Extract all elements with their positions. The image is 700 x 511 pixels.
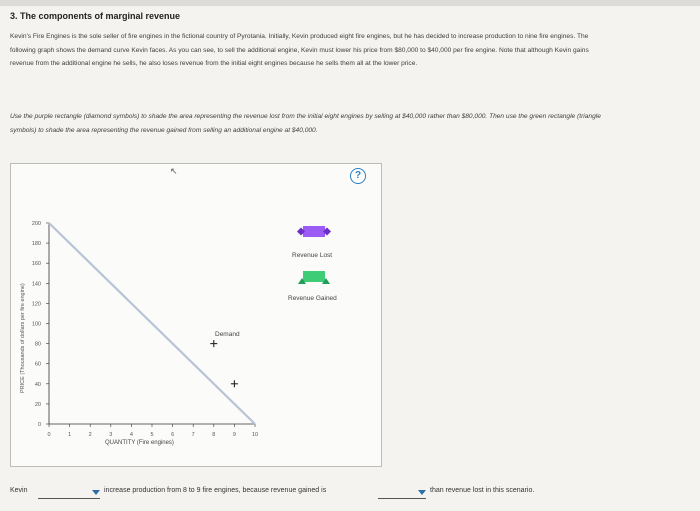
legend-revenue-gained-label: Revenue Gained — [288, 295, 337, 302]
demand-curve-label: Demand — [215, 331, 240, 338]
x-tick-label: 8 — [212, 432, 216, 438]
y-tick-label: 120 — [31, 301, 41, 308]
chevron-down-icon — [418, 490, 426, 495]
answer-end-text: than revenue lost in this scenario. — [430, 487, 535, 494]
x-tick-label: 5 — [150, 432, 154, 438]
legend-revenue-gained-tool[interactable] — [298, 271, 330, 284]
intro-paragraph: Kevin's Fire Engines is the sole seller of fire engines in the fictional country of Pyrotania. Initially, Kevin produced eight fire engines, but he has decided to increase production to nine fire engines. The following graph shows the demand curve Kevin faces. As you can see, to sell the additional engine, Kevin must lower his price from $80,000 to $40,000 per fire engine. Note that although Kevin gains revenue from the additional engine he sells, he also loses revenue from the initial eight engines because he sells them all at the lower price. — [10, 33, 589, 67]
x-tick-label: 9 — [232, 432, 236, 438]
question-title: 3. The components of marginal revenue — [10, 11, 181, 21]
cursor-icon: ↖ — [170, 166, 178, 176]
x-tick-label: 10 — [251, 432, 259, 438]
legend-revenue-lost-label: Revenue Lost — [292, 252, 333, 259]
demand-chart[interactable] — [10, 163, 380, 465]
answer-dropdown-1[interactable] — [38, 489, 100, 499]
legend-revenue-gained-swatch[interactable] — [303, 271, 325, 282]
y-tick-label: 160 — [31, 261, 41, 268]
x-tick-label: 4 — [129, 432, 133, 438]
y-axis-label: PRICE (Thousands of dollars per fire engine) — [20, 283, 26, 393]
instructions-paragraph: Use the purple rectangle (diamond symbols) to shade the area representing the revenue lost from the initial eight engines by selling at $40,000 rather than $80,000. Then use the green rectangle (triangle symbols) to shade the area representing the revenue gained from selling an additional engine at $40,000. — [10, 113, 601, 134]
y-tick-label: 200 — [31, 221, 41, 227]
y-tick-label: 180 — [31, 241, 41, 248]
help-icon[interactable]: ? — [350, 168, 366, 184]
legend-revenue-lost-swatch[interactable] — [303, 226, 325, 237]
y-tick-label: 80 — [34, 341, 41, 348]
x-tick-label: 3 — [109, 432, 113, 438]
x-tick-label: 0 — [47, 432, 51, 438]
answer-dropdown-2[interactable] — [378, 489, 426, 499]
demand-curve-line — [49, 223, 255, 424]
x-tick-label: 6 — [171, 432, 175, 438]
x-tick-label: 7 — [191, 432, 195, 438]
y-tick-label: 20 — [34, 401, 41, 408]
x-tick-label: 2 — [88, 432, 92, 438]
answer-middle-text: increase production from 8 to 9 fire engines, because revenue gained is — [104, 487, 327, 494]
y-tick-label: 0 — [37, 422, 41, 428]
y-tick-label: 100 — [31, 321, 41, 328]
top-bar — [0, 0, 700, 6]
answer-subject: Kevin — [10, 487, 28, 494]
chevron-down-icon — [92, 490, 100, 495]
legend-revenue-lost-tool[interactable] — [297, 226, 331, 237]
y-tick-label: 60 — [34, 361, 41, 368]
y-tick-label: 40 — [34, 381, 41, 388]
x-axis-label: QUANTITY (Fire engines) — [105, 440, 174, 446]
x-tick-label: 1 — [68, 432, 72, 438]
y-tick-label: 140 — [31, 281, 41, 288]
